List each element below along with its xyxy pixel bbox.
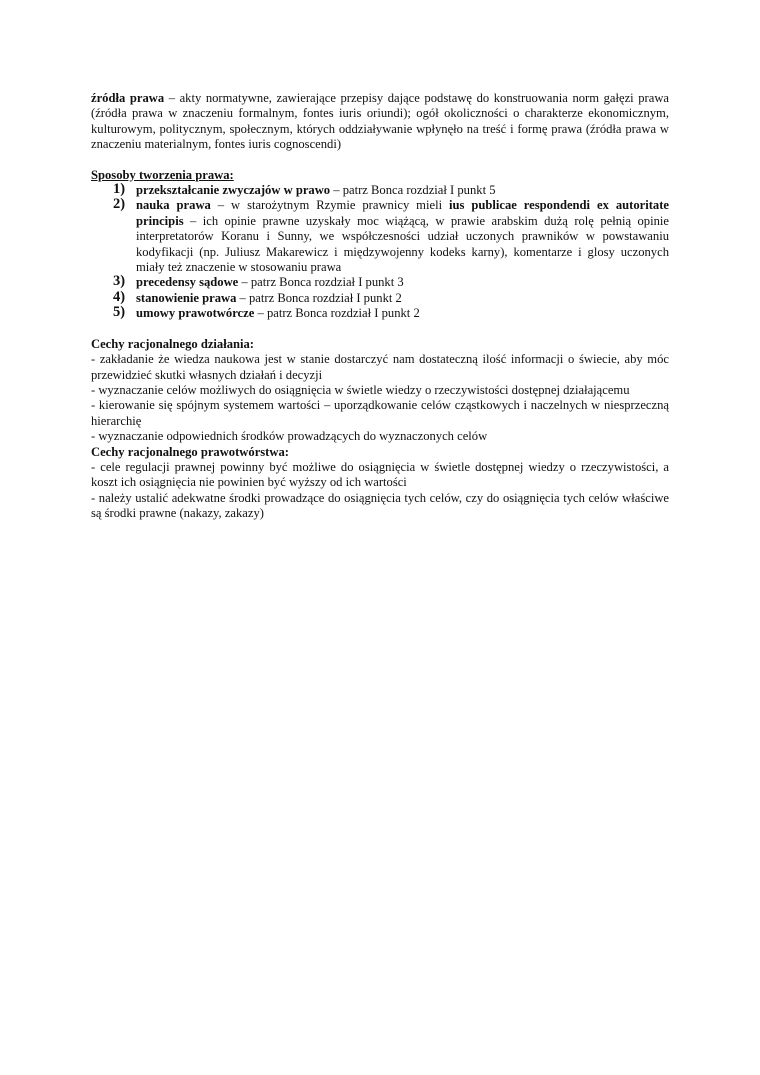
rational-action-item: - wyznaczanie celów możliwych do osiągnięcia w świetle wiedzy o rzeczywistości dostępnej działającemu: [91, 382, 630, 397]
list-item-term: precedensy sądowe: [136, 275, 239, 290]
list-item-text: – patrz Bonca rozdział I punkt 2: [236, 290, 402, 305]
list-item-term: przekształcanie zwyczajów w prawo: [136, 183, 331, 198]
list-item-term: nauka prawa: [136, 198, 211, 213]
rational-lawmaking-heading: Cechy racjonalnego prawotwórstwa:: [91, 444, 289, 459]
list-item-number: 2): [113, 196, 126, 213]
rational-action-heading: Cechy racjonalnego działania:: [91, 336, 255, 351]
rational-lawmaking-item: - cele regulacji prawnej powinny być możliwe do osiągnięcia w świetle dostępnej wiedzy o rzeczywistości, a koszt ich osiągnięcia nie powinien być wyższy od ich wartości: [91, 459, 669, 490]
list-item-text: – patrz Bonca rozdział I punkt 2: [254, 306, 420, 321]
definition-term: źródła prawa: [91, 91, 165, 105]
definition-text: – akty normatywne, zawierające przepisy dające podstawę do konstruowania norm gałęzi prawa (źródła prawa w znaczeniu formalnym, fontes iuris oriundi); ogół okoliczności o charakterze ekonomicznym, kulturowym, politycznym, społecznym, których oddziaływanie wpłynęło na treść i formę prawa (źródła prawa w znaczeniu materialnym, fontes iuris cognoscendi): [91, 91, 669, 152]
list-item-number: 3): [113, 273, 126, 290]
list-item: [91, 275, 669, 290]
page-content: [91, 91, 669, 522]
list-item-text: – ich opinie prawne uzyskały moc wiążącą, w prawie arabskim dużą rolę pełnią opinie interpretatorów Koranu i Sunny, we współczesności udział uczonych prawników w powstawaniu kodyfikacji (np. Juliusz Makarewicz i międzywojenny kodeks karny), komentarze i glosy uczonych miały też znaczenie w stosowaniu prawa: [136, 213, 669, 275]
list-item: [91, 306, 669, 321]
rational-action-item: - zakładanie że wiedza naukowa jest w stanie dostarczyć nam dostateczną ilość informacji o świecie, aby móc przewidzieć skutki własnych działań i decyzji: [91, 352, 669, 382]
list-item-text: – w starożytnym Rzymie prawnicy mieli: [210, 198, 450, 213]
list-item-term: stanowienie prawa: [136, 290, 237, 305]
ways-heading: Sposoby tworzenia prawa:: [91, 167, 234, 182]
list-item-number: 1): [113, 181, 126, 198]
rational-action-item: - kierowanie się spójnym systemem wartości – uporządkowanie celów cząstkowych i naczelnych w niesprzeczną hierarchię: [91, 398, 669, 428]
list-item-number: 5): [113, 304, 126, 321]
list-item-bold-phrase: ius publicae respondendi ex autoritate principis: [136, 198, 669, 228]
definition-paragraph: [91, 91, 669, 153]
list-item: [91, 183, 669, 198]
list-item-text: – patrz Bonca rozdział I punkt 3: [238, 275, 404, 290]
list-item-text: – patrz Bonca rozdział I punkt 5: [330, 183, 496, 198]
list-item-number: 4): [113, 288, 126, 305]
rational-lawmaking-item: - należy ustalić adekwatne środki prowadzące do osiągnięcia tych celów, czy do osiągnięcia tych celów właściwe są środki prawne (nakazy, zakazy): [91, 490, 669, 521]
list-item-term: umowy prawotwórcze: [136, 306, 255, 321]
list-item: [91, 198, 669, 275]
list-item: [91, 288, 669, 306]
rational-action-item: - wyznaczanie odpowiednich środków prowadzących do wyznaczonych celów: [91, 429, 488, 444]
ways-list: [91, 183, 669, 322]
